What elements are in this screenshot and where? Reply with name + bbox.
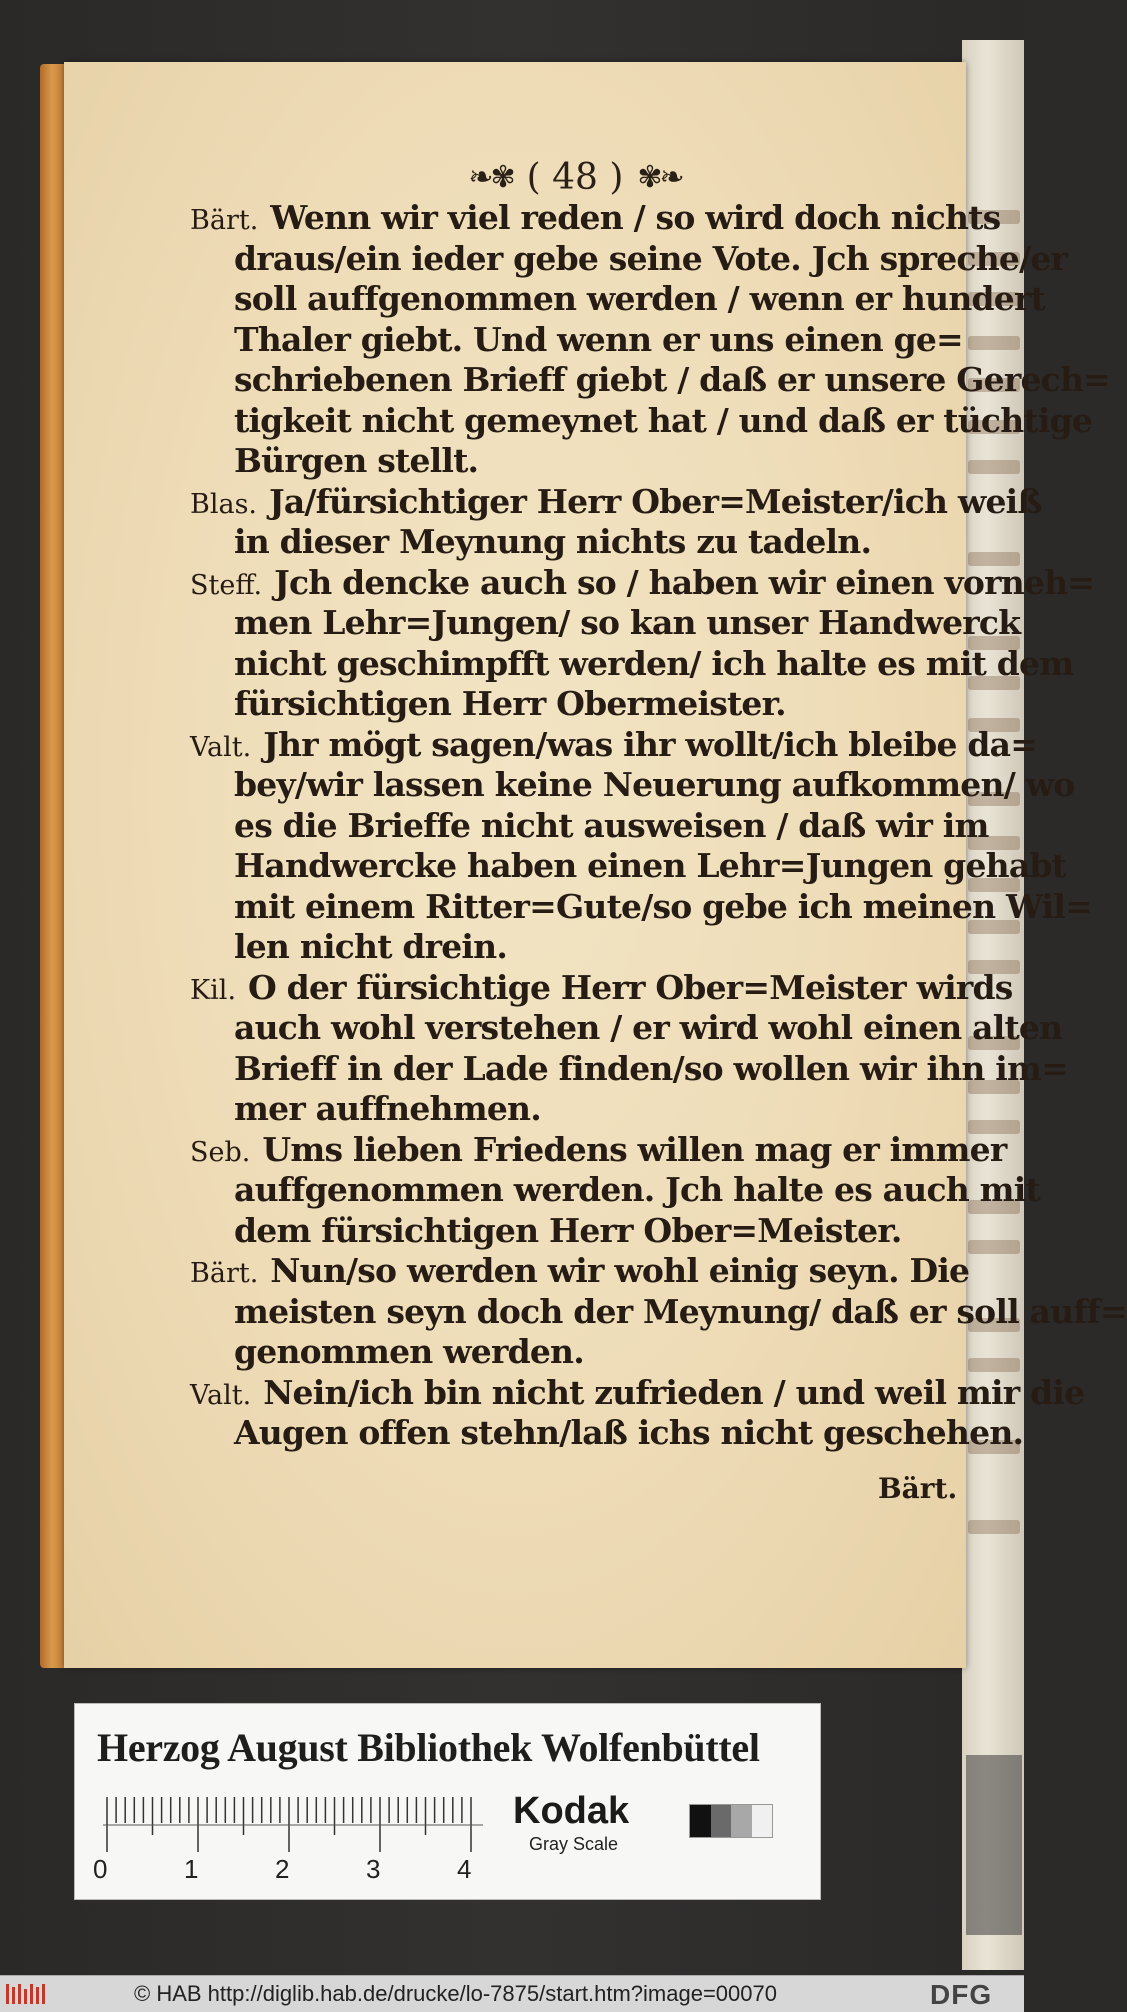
line-text: Nun/so werden wir wohl einig seyn. Die	[270, 1251, 970, 1290]
text-line	[190, 805, 989, 847]
ruler-number: 3	[366, 1854, 381, 1884]
line-text: mit einem Ritter=Gute/so gebe ich meinen Wil=	[234, 886, 1092, 926]
line-text: mer auffnehmen.	[234, 1089, 541, 1128]
text-line	[190, 1129, 1007, 1171]
text-line	[190, 927, 950, 968]
speech-block	[190, 1372, 1085, 1454]
text-line	[190, 846, 1067, 887]
text-line	[190, 441, 950, 482]
speaker-name: Bärt.	[190, 205, 259, 236]
line-text: Brieff in der Lade finden/so wollen wir ihn im=	[234, 1048, 1069, 1088]
text-line	[190, 886, 1092, 928]
speaker-name: Valt.	[190, 731, 252, 763]
line-text: auffgenommen werden. Jch halte es auch mit	[234, 1170, 1040, 1209]
text-line	[190, 481, 1042, 523]
speech-block	[190, 967, 1069, 1130]
speech-block	[190, 1251, 1127, 1373]
dfg-logo: DFG	[930, 1979, 993, 2010]
text-line	[190, 1332, 950, 1373]
speech-block	[190, 724, 1092, 968]
line-text: Ja/fürsichtiger Herr Ober=Meister/ich weiß	[269, 481, 1042, 521]
speaker-name: Steff.	[190, 569, 263, 601]
line-text: bey/wir lassen keine Neuerung aufkommen/ wo	[234, 765, 1075, 804]
ruler-numbers	[93, 1854, 513, 1890]
line-text: genommen werden.	[234, 1332, 584, 1371]
line-text: Nein/ich bin nicht zufrieden / und weil mir die	[263, 1372, 1085, 1412]
text-line	[190, 238, 1068, 280]
text-line	[190, 643, 1074, 685]
page-header	[430, 152, 720, 202]
ornament-left-icon: ❧✾	[468, 159, 513, 195]
line-text: es die Brieffe nicht ausweisen / daß wir im	[234, 805, 989, 845]
ruler-scale	[103, 1797, 483, 1852]
line-text: meisten seyn doch der Meynung/ daß er soll auff=	[234, 1291, 1127, 1331]
line-text: schriebenen Brieff giebt / daß er unsere Gerech=	[234, 360, 1110, 399]
footer-bar	[0, 1975, 1024, 2012]
line-text: in dieser Meynung nichts zu tadeln.	[234, 522, 872, 561]
text-line	[190, 724, 1038, 766]
text-line	[190, 967, 1013, 1009]
text-line	[190, 1413, 1024, 1454]
speaker-name: Seb.	[190, 1136, 251, 1168]
speaker-name: Kil.	[190, 974, 237, 1006]
line-text: draus/ein ieder gebe seine Vote. Jch spreche/er	[234, 238, 1068, 278]
line-text: len nicht drein.	[234, 927, 508, 966]
speech-block	[190, 198, 1110, 482]
speaker-name: Blas.	[190, 488, 258, 520]
text-line	[190, 1008, 1063, 1049]
line-text: fürsichtigen Herr Obermeister.	[234, 684, 786, 723]
kodak-logo: Kodak	[513, 1790, 630, 1832]
footer-url[interactable]: © HAB http://diglib.hab.de/drucke/lo-7875/start.htm?image=00070	[134, 1981, 777, 2006]
text-line	[190, 198, 1001, 239]
text-line	[190, 1170, 1040, 1211]
text-line	[190, 1372, 1085, 1414]
line-text: Jhr mögt sagen/was ihr wollt/ich bleibe da=	[263, 724, 1038, 764]
text-line	[190, 1291, 1127, 1333]
line-text: Augen offen stehn/laß ichs nicht geschehen.	[234, 1413, 1024, 1452]
ruler-number: 0	[93, 1854, 108, 1884]
ruler-number: 2	[275, 1854, 290, 1884]
line-text: O der fürsichtige Herr Ober=Meister wirds	[248, 967, 1013, 1007]
speech-block	[190, 481, 1042, 563]
ornament-right-icon: ✾❧	[637, 159, 682, 195]
text-line	[190, 522, 950, 563]
text-line	[190, 1089, 950, 1130]
ruler-number: 4	[457, 1854, 472, 1884]
gray-scale-label: Gray Scale	[529, 1834, 619, 1854]
speaker-name: Bärt.	[190, 1258, 259, 1289]
ruler-number: 1	[184, 1854, 199, 1884]
line-text: nicht geschimpfft werden/ ich halte es mit dem	[234, 643, 1074, 683]
text-line	[190, 360, 1110, 401]
line-text: men Lehr=Jungen/ so kan unser Handwerck	[234, 603, 1021, 642]
line-text: Handwercke haben einen Lehr=Jungen gehabt	[234, 846, 1067, 885]
text-line	[190, 1048, 1069, 1090]
speech-block	[190, 562, 1095, 725]
text-line	[190, 1251, 970, 1292]
text-line	[190, 319, 963, 361]
text-line	[190, 400, 1093, 442]
library-name: Herzog August Bibliothek Wolfenbüttel	[97, 1725, 760, 1770]
line-text: Wenn wir viel reden / so wird doch nichts	[270, 198, 1001, 237]
gray-swatch	[689, 1804, 773, 1838]
text-line	[190, 684, 950, 725]
page-number: ( 48 )	[526, 156, 624, 198]
speech-block	[190, 1129, 1040, 1252]
dialogue-text	[190, 198, 1127, 1454]
line-text: Bürgen stellt.	[234, 441, 479, 480]
text-line	[190, 562, 1095, 604]
hab-logo-icon	[4, 1981, 48, 2007]
text-line	[190, 1211, 950, 1252]
line-text: Thaler giebt. Und wenn er uns einen ge=	[234, 319, 963, 359]
line-text: dem fürsichtigen Herr Ober=Meister.	[234, 1210, 902, 1250]
color-reference-card	[74, 1703, 821, 1900]
speaker-name: Valt.	[190, 1379, 252, 1411]
line-text: auch wohl verstehen / er wird wohl einen alten	[234, 1008, 1063, 1047]
line-text: Jch dencke auch so / haben wir einen vorneh=	[274, 562, 1095, 602]
line-text: Ums lieben Friedens willen mag er immer	[262, 1129, 1007, 1169]
text-line	[190, 279, 1046, 320]
line-text: tigkeit nicht gemeynet hat / und daß er tüchtige	[234, 400, 1093, 440]
text-line	[190, 603, 1021, 644]
line-text: soll auffgenommen werden / wenn er hundert	[234, 279, 1046, 318]
catchword: Bärt.	[878, 1472, 958, 1505]
text-line	[190, 765, 1075, 806]
